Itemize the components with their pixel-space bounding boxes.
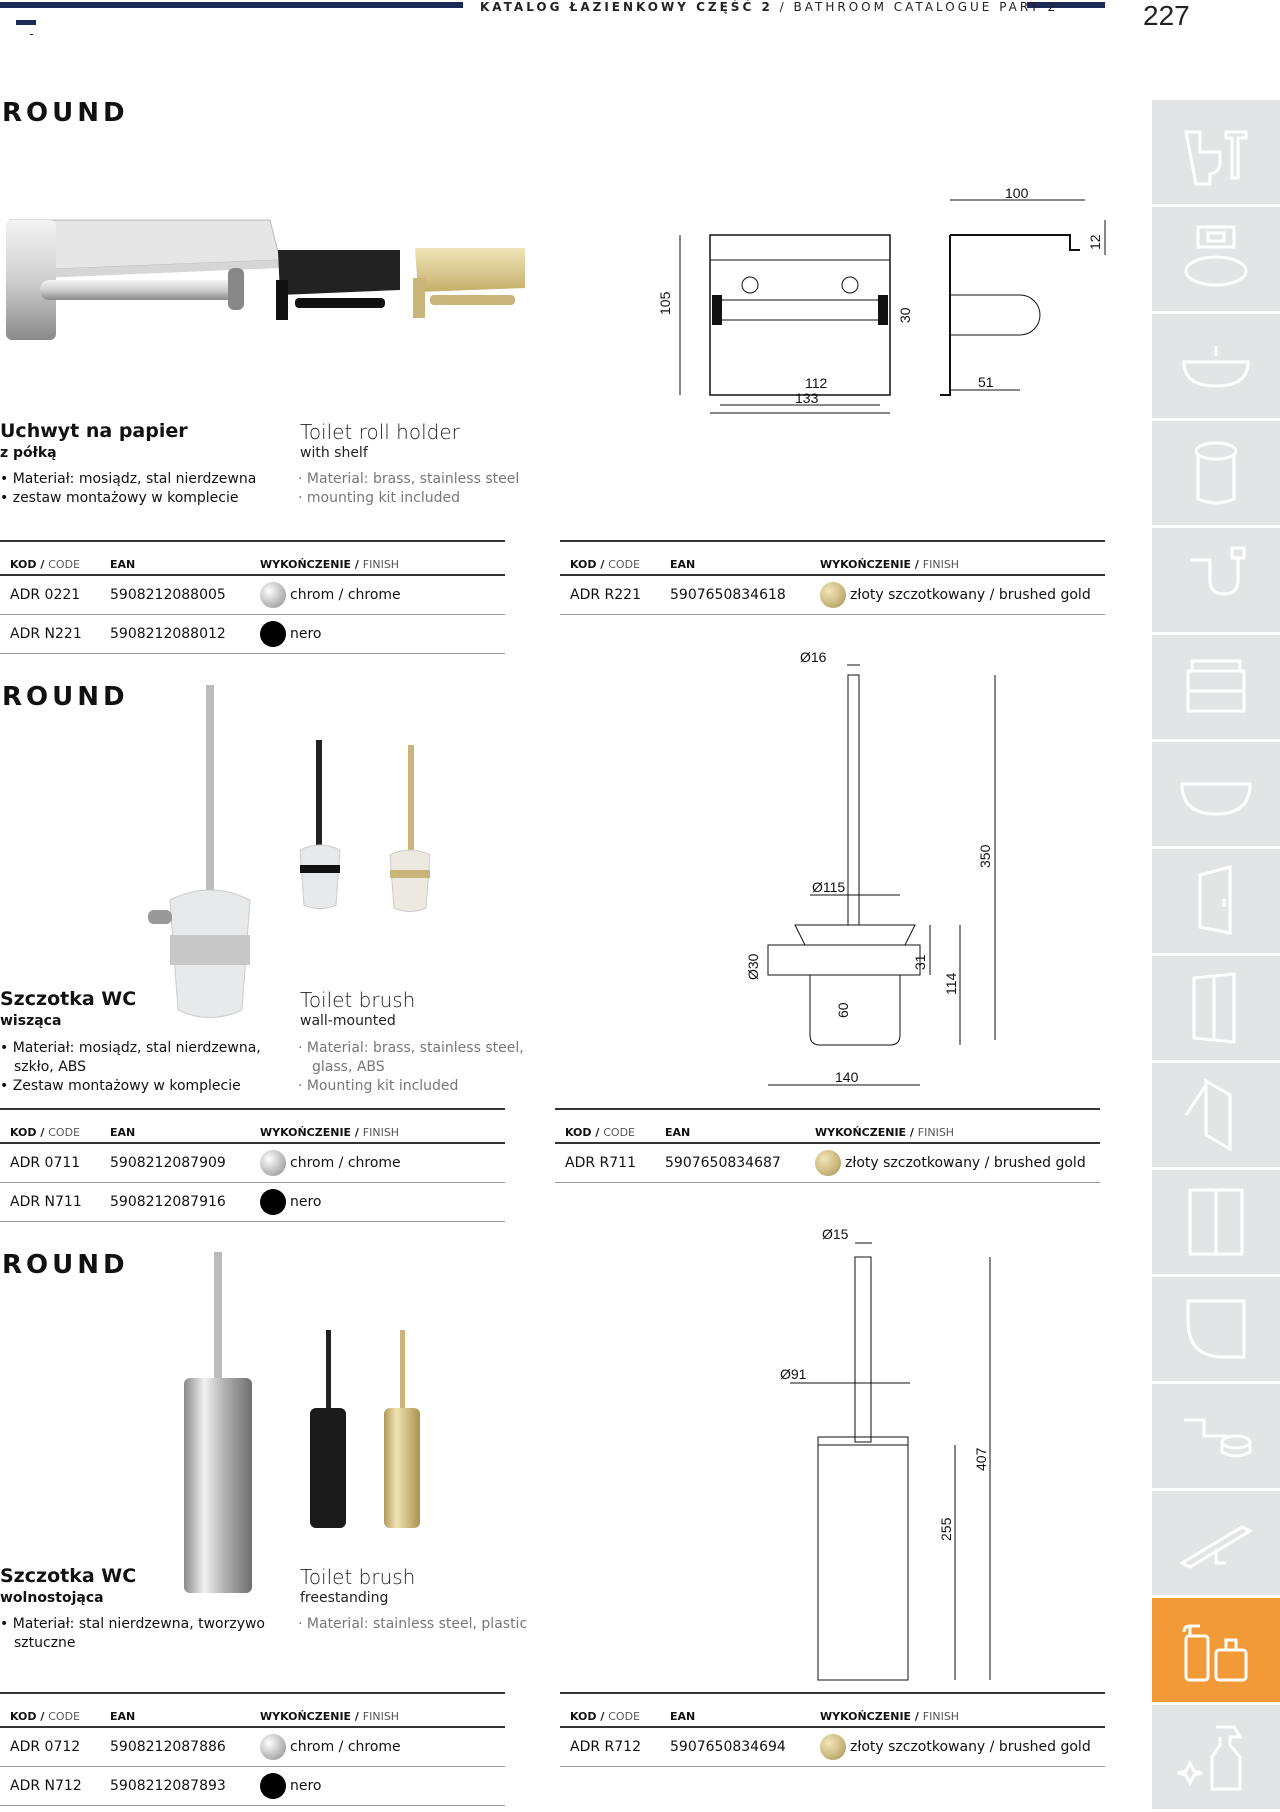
- feature-item: · Material: brass, stainless steel, glass, ABS: [298, 1040, 524, 1075]
- sidebar-item-vanity[interactable]: [1152, 635, 1280, 739]
- feature-item: • Materiał: mosiądz, stal nierdzewna, szkło, ABS: [0, 1040, 261, 1075]
- drain-icon: [1176, 1396, 1256, 1476]
- features-en: [298, 1039, 558, 1096]
- table-header-row: KOD / CODE EAN WYKOŃCZENIE / FINISH: [0, 1693, 505, 1727]
- product-title-pl: Szczotka WC: [0, 988, 137, 1010]
- dimension-drawing-roll-holder: [650, 185, 1103, 415]
- product-title-pl: Szczotka WC: [0, 1565, 137, 1587]
- dim-arm-height: 31: [912, 954, 928, 970]
- washbasin-icon: [1176, 326, 1256, 406]
- sidebar-item-cleaning[interactable]: [1152, 1705, 1280, 1809]
- header-bar-left: [0, 2, 463, 8]
- feature-item: • zestaw montażowy w komplecie: [0, 490, 239, 506]
- shower-wall-icon: [1176, 1075, 1256, 1155]
- dim-handle-diameter: Ø15: [822, 1226, 849, 1242]
- sidebar-item-shower-wall[interactable]: [1152, 1063, 1280, 1167]
- gold-swatch-icon: [820, 582, 846, 608]
- product-title-en: Toilet brush: [300, 988, 416, 1012]
- table-header-row: KOD / CODE EAN WYKOŃCZENIE / FINISH: [560, 1693, 1105, 1727]
- table-header-row: KOD / CODE EAN WYKOŃCZENIE / FINISH: [555, 1109, 1100, 1143]
- sidebar-item-shower-enclosure[interactable]: [1152, 1170, 1280, 1274]
- category-sidebar: [1152, 100, 1280, 1812]
- dim-width: 133: [795, 390, 819, 406]
- feature-item: · Material: stainless steel, plastic: [298, 1616, 528, 1632]
- shower-door-icon: [1176, 861, 1256, 941]
- sidebar-item-seat[interactable]: [1152, 207, 1280, 311]
- gold-swatch-icon: [815, 1150, 841, 1176]
- sidebar-item-shower-door[interactable]: [1152, 849, 1280, 953]
- code-table-right: [555, 1108, 1100, 1183]
- product-subtitle-en: wall-mounted: [300, 1013, 396, 1029]
- sidebar-item-toilet[interactable]: [1152, 100, 1280, 204]
- sidebar-item-washbasin[interactable]: [1152, 314, 1280, 418]
- chrome-swatch-icon: [260, 1150, 286, 1176]
- product-subtitle-pl: z półką: [0, 445, 57, 461]
- sidebar-item-urinal[interactable]: [1152, 421, 1280, 525]
- features-en: [298, 470, 568, 508]
- table-row: ADR N221 5908212088012 nero: [0, 615, 505, 654]
- product-photo-roll-holder: [0, 180, 540, 360]
- series-title: ROUND: [2, 98, 129, 128]
- table-row: ADR R711 5907650834687 złoty szczotkowany / brushed gold: [555, 1143, 1100, 1183]
- features-pl: [0, 470, 270, 508]
- header-mark: [16, 20, 36, 25]
- chrome-swatch-icon: [260, 582, 286, 608]
- product-title-en: Toilet roll holder: [300, 420, 460, 444]
- black-swatch-icon: [260, 1189, 286, 1215]
- product-subtitle-en: with shelf: [300, 445, 368, 461]
- dimension-drawing-freestanding-brush: [760, 1225, 1020, 1685]
- feature-item: • Zestaw montażowy w komplecie: [0, 1078, 241, 1094]
- dim-cup-height: 255: [938, 1517, 954, 1541]
- code-table-left: [0, 1692, 505, 1806]
- table-header-row: KOD / CODE EAN WYKOŃCZENIE / FINISH: [0, 1109, 505, 1143]
- sidebar-item-shower-tray[interactable]: [1152, 1277, 1280, 1381]
- table-row: ADR 0711 5908212087909 chrom / chrome: [0, 1143, 505, 1183]
- cleaning-icon: [1176, 1717, 1256, 1797]
- feature-item: · mounting kit included: [298, 490, 460, 506]
- dim-height: 105: [657, 291, 673, 315]
- code-table-right: [560, 540, 1105, 615]
- vanity-cabinet-icon: [1176, 647, 1256, 727]
- features-pl: [0, 1039, 270, 1096]
- feature-item: • Materiał: stal nierdzewna, tworzywo sztuczne: [0, 1616, 265, 1651]
- dim-inner-height: 60: [835, 1002, 851, 1018]
- black-swatch-icon: [260, 621, 286, 647]
- dim-handle-diameter: Ø16: [800, 649, 827, 665]
- header-dot: [30, 34, 33, 35]
- product-subtitle-pl: wisząca: [0, 1013, 62, 1029]
- table-row: ADR R221 5907650834618 złoty szczotkowany / brushed gold: [560, 575, 1105, 615]
- product-photo-wall-brush: [140, 680, 460, 1020]
- sidebar-item-siphon[interactable]: [1152, 528, 1280, 632]
- dim-width: 140: [835, 1069, 859, 1085]
- urinal-icon: [1176, 433, 1256, 513]
- sidebar-item-drain[interactable]: [1152, 1384, 1280, 1488]
- table-row: ADR N711 5908212087916 nero: [0, 1183, 505, 1222]
- product-subtitle-pl: wolnostojąca: [0, 1590, 104, 1606]
- shower-tray-icon: [1176, 1289, 1256, 1369]
- product-subtitle-en: freestanding: [300, 1590, 389, 1606]
- gold-swatch-icon: [820, 1734, 846, 1760]
- shower-cabin-icon: [1176, 968, 1256, 1048]
- dim-inner-width: 112: [805, 375, 828, 391]
- page-number: 227: [1143, 0, 1190, 31]
- feature-item: · Material: brass, stainless steel: [298, 471, 520, 487]
- toilet-seat-icon: [1176, 219, 1256, 299]
- sidebar-item-accessories[interactable]: [1152, 1598, 1280, 1702]
- product-title-en: Toilet brush: [300, 1565, 416, 1589]
- shower-enclosure-icon: [1176, 1182, 1256, 1262]
- catalog-title: KATALOG ŁAZIENKOWY CZĘŚĆ 2 / BATHROOM CATALOGUE PART 2: [480, 0, 1059, 14]
- dim-total-height: 350: [977, 844, 993, 868]
- features-en: [298, 1615, 568, 1634]
- chrome-swatch-icon: [260, 1734, 286, 1760]
- code-table-left: [0, 1108, 505, 1222]
- dim-bar-depth: 51: [978, 374, 994, 390]
- dim-arm-diameter: Ø30: [745, 953, 761, 980]
- dimension-drawing-wall-brush: [720, 640, 1020, 1100]
- series-title: ROUND: [2, 1250, 129, 1280]
- dim-shelf-thickness: 12: [1087, 234, 1103, 250]
- table-header-row: KOD / CODE EAN WYKOŃCZENIE / FINISH: [560, 541, 1105, 575]
- sidebar-item-bathtub[interactable]: [1152, 742, 1280, 846]
- siphon-icon: [1176, 540, 1256, 620]
- sidebar-item-linear-drain[interactable]: [1152, 1491, 1280, 1595]
- product-photo-freestanding-brush: [170, 1250, 450, 1600]
- table-row: ADR 0221 5908212088005 chrom / chrome: [0, 575, 505, 615]
- features-pl: [0, 1615, 270, 1653]
- dim-cup-diameter: Ø115: [812, 879, 846, 895]
- linear-drain-icon: [1176, 1503, 1256, 1583]
- accessories-icon: [1176, 1610, 1256, 1690]
- sidebar-item-shower-cabin[interactable]: [1152, 956, 1280, 1060]
- toilet-bidet-icon: [1176, 112, 1256, 192]
- code-table-left: [0, 540, 505, 654]
- dim-bar-height: 30: [897, 307, 913, 323]
- series-title: ROUND: [2, 682, 129, 712]
- dim-total-height: 407: [973, 1447, 989, 1471]
- table-row: ADR N712 5908212087893 nero: [0, 1767, 505, 1806]
- table-row: ADR R712 5907650834694 złoty szczotkowany / brushed gold: [560, 1727, 1105, 1767]
- table-header-row: KOD / CODE EAN WYKOŃCZENIE / FINISH: [0, 541, 505, 575]
- bathtub-icon: [1176, 754, 1256, 834]
- feature-item: • Materiał: mosiądz, stal nierdzewna: [0, 471, 257, 487]
- black-swatch-icon: [260, 1773, 286, 1799]
- dim-cup-diameter: Ø91: [780, 1366, 807, 1382]
- product-title-pl: Uchwyt na papier: [0, 420, 188, 442]
- dim-depth: 100: [1005, 185, 1029, 201]
- dim-cup-height: 114: [943, 972, 959, 995]
- code-table-right: [560, 1692, 1105, 1767]
- table-row: ADR 0712 5908212087886 chrom / chrome: [0, 1727, 505, 1767]
- feature-item: · Mounting kit included: [298, 1078, 459, 1094]
